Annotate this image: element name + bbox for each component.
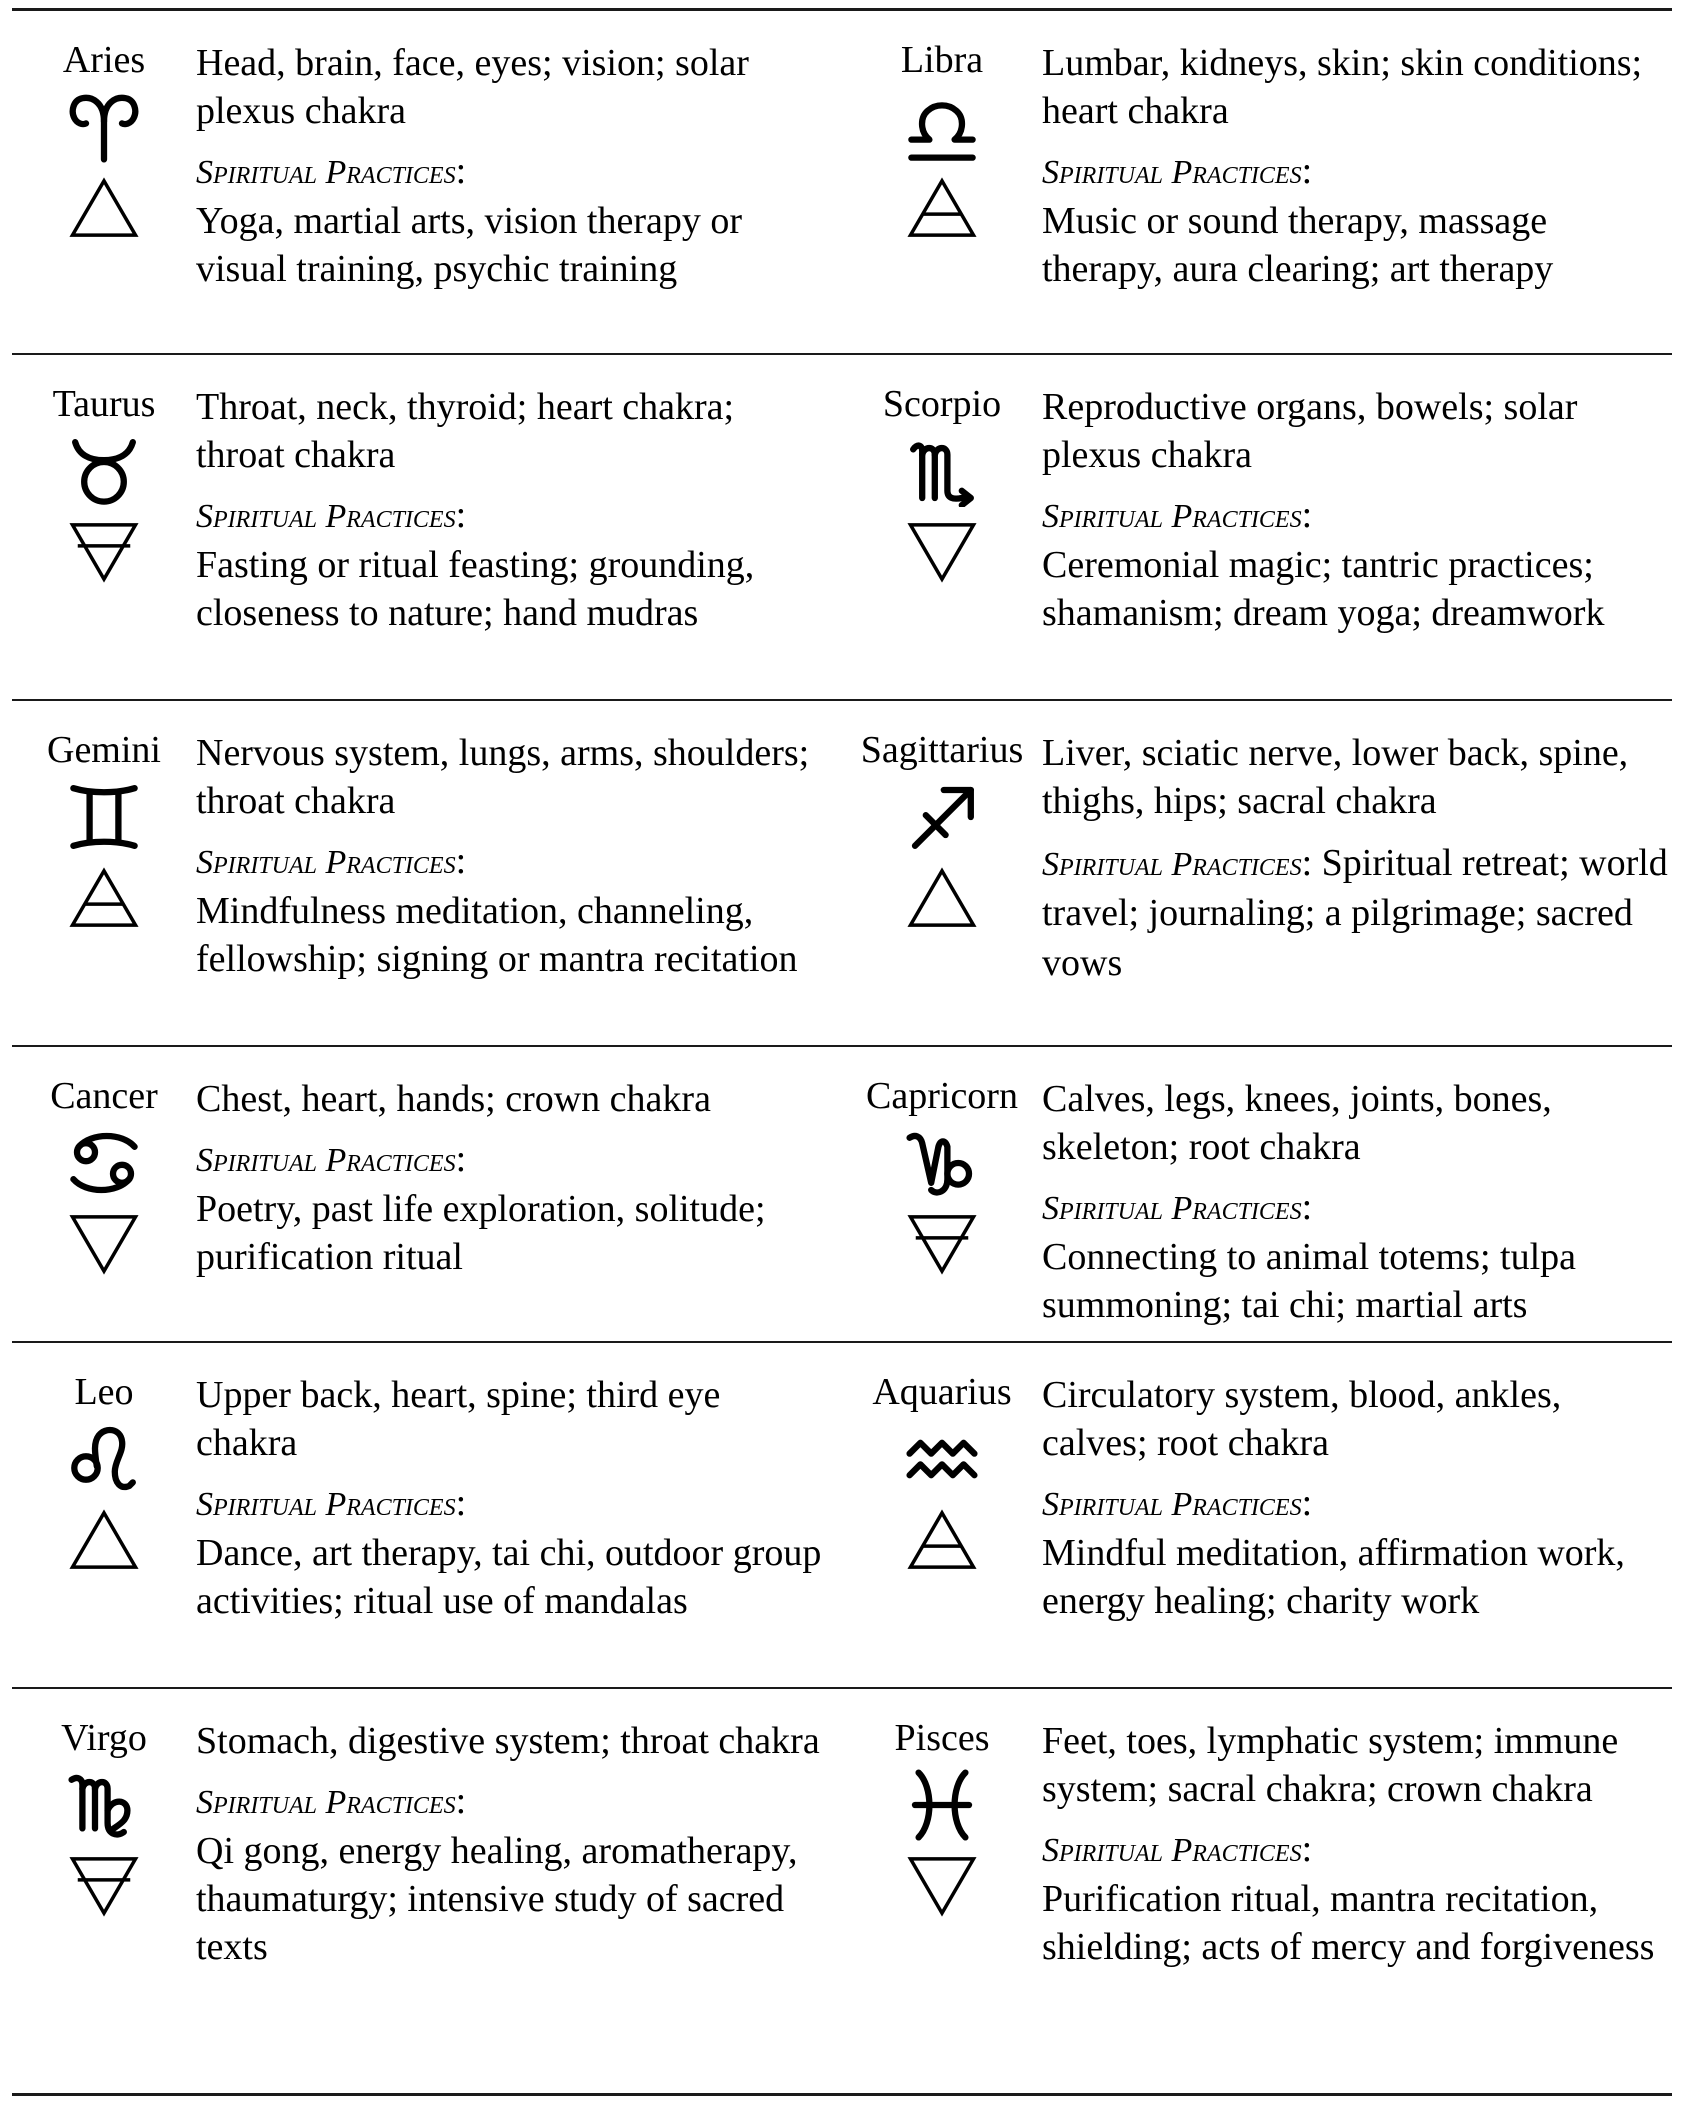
water-triangle-icon [69, 1213, 139, 1275]
sign-column [12, 39, 196, 353]
body-associations: Liver, sciatic nerve, lower back, spine, thighs, hips; sacral chakra [1042, 732, 1629, 822]
spiritual-practices-text: Connecting to animal totems; tulpa summoning; tai chi; martial arts [1042, 1236, 1577, 1326]
spiritual-practices-text: Mindfulness meditation, channeling, fellowship; signing or mantra recitation [196, 890, 798, 980]
sign-column [12, 729, 196, 1045]
table-row [12, 701, 1672, 1047]
spiritual-practices-label: Spiritual Practices [1042, 1832, 1302, 1869]
spiritual-practices-text: Qi gong, energy healing, aromatherapy, thaumaturgy; intensive study of sacred texts [196, 1830, 798, 1968]
sign-name: Capricorn [866, 1075, 1018, 1117]
sign-column [842, 1717, 1042, 2093]
spiritual-practices-text: Music or sound therapy, massage therapy, aura clearing; art therapy [1042, 200, 1554, 290]
fire-triangle-icon [69, 1509, 139, 1571]
water-triangle-icon [907, 1855, 977, 1917]
spiritual-practices-label: Spiritual Practices [196, 154, 456, 191]
spiritual-practices-label: Spiritual Practices [196, 1784, 456, 1821]
spiritual-practices-text: Purification ritual, mantra recitation, shielding; acts of mercy and forgiveness [1042, 1878, 1655, 1968]
sign-entry [842, 701, 1672, 1045]
spiritual-practices-text: Dance, art therapy, tai chi, outdoor group activities; ritual use of mandalas [196, 1532, 822, 1622]
air-triangle-icon [907, 177, 977, 239]
libra-symbol-icon [906, 91, 978, 163]
sign-column [12, 1075, 196, 1341]
sign-column [12, 1717, 196, 2093]
description-column [1042, 39, 1672, 353]
spiritual-practices-text: Fasting or ritual feasting; grounding, closeness to nature; hand mudras [196, 544, 755, 634]
sign-name: Sagittarius [860, 729, 1024, 771]
sign-column [842, 383, 1042, 699]
body-associations: Head, brain, face, eyes; vision; solar plexus chakra [196, 42, 749, 132]
description-column [196, 1075, 834, 1341]
spiritual-practices-label: Spiritual Practices [196, 1142, 456, 1179]
sign-name: Pisces [894, 1717, 990, 1759]
sign-entry [12, 1343, 842, 1687]
sign-name: Gemini [47, 729, 161, 771]
sign-column [842, 1075, 1042, 1341]
sign-entry [12, 1047, 842, 1341]
sign-entry [842, 1047, 1672, 1341]
sign-entry [842, 11, 1672, 353]
virgo-symbol-icon [68, 1769, 140, 1841]
aries-symbol-icon [68, 91, 140, 163]
sign-entry [842, 1689, 1672, 2093]
gemini-symbol-icon [68, 781, 140, 853]
scorpio-symbol-icon [906, 435, 978, 507]
spiritual-practices-label: Spiritual Practices [1042, 1190, 1302, 1227]
spiritual-practices-heading: Spiritual Practices: [196, 840, 467, 882]
sign-column [12, 383, 196, 699]
spiritual-practices-heading: Spiritual Practices: [196, 1482, 467, 1524]
sign-column [842, 729, 1042, 1045]
sign-name: Aries [62, 39, 146, 81]
capricorn-symbol-icon [906, 1127, 978, 1199]
sign-name: Libra [900, 39, 984, 81]
sign-entry [12, 1689, 842, 2093]
spiritual-practices-text: Poetry, past life exploration, solitude; purification ritual [196, 1188, 766, 1278]
sign-column [842, 1371, 1042, 1687]
body-associations: Circulatory system, blood, ankles, calves; root chakra [1042, 1374, 1562, 1464]
sign-entry [12, 11, 842, 353]
aquarius-symbol-icon [906, 1423, 978, 1495]
sign-entry [12, 355, 842, 699]
description-column [1042, 1717, 1672, 2093]
air-triangle-icon [69, 867, 139, 929]
taurus-symbol-icon [68, 435, 140, 507]
sign-name: Leo [74, 1371, 134, 1413]
spiritual-practices-heading: Spiritual Practices: [196, 150, 467, 192]
earth-triangle-icon [69, 1855, 139, 1917]
sign-entry [12, 701, 842, 1045]
spiritual-practices-label: Spiritual Practices [196, 844, 456, 881]
sign-column [12, 1371, 196, 1687]
description-column [196, 729, 834, 1045]
spiritual-practices-label: Spiritual Practices [196, 498, 456, 535]
cancer-symbol-icon [68, 1127, 140, 1199]
spiritual-practices-text: Ceremonial magic; tantric practices; shamanism; dream yoga; dreamwork [1042, 544, 1605, 634]
description-column [1042, 383, 1672, 699]
sign-entry [842, 355, 1672, 699]
sign-name: Aquarius [872, 1371, 1012, 1413]
sign-name: Taurus [52, 383, 156, 425]
description-column [1042, 1371, 1672, 1687]
description-column [1042, 1075, 1672, 1341]
description-column [196, 1717, 834, 2093]
body-associations: Lumbar, kidneys, skin; skin conditions; heart chakra [1042, 42, 1643, 132]
spiritual-practices-text: Mindful meditation, affirmation work, energy healing; charity work [1042, 1532, 1625, 1622]
earth-triangle-icon [69, 521, 139, 583]
spiritual-practices-heading: Spiritual Practices: Spiritual retreat; world travel; journaling; a pilgrimage; sacred vows [1042, 842, 1668, 984]
spiritual-practices-label: Spiritual Practices [1042, 498, 1302, 535]
spiritual-practices-text: Spiritual retreat; world travel; journaling; a pilgrimage; sacred vows [1042, 842, 1668, 984]
table-row [12, 1343, 1672, 1689]
spiritual-practices-heading: Spiritual Practices: [1042, 1482, 1313, 1524]
air-triangle-icon [907, 1509, 977, 1571]
spiritual-practices-heading: Spiritual Practices: [1042, 1828, 1313, 1870]
description-column [1042, 729, 1672, 1045]
zodiac-table [12, 8, 1672, 2096]
spiritual-practices-label: Spiritual Practices [1042, 154, 1302, 191]
spiritual-practices-label: Spiritual Practices [1042, 846, 1302, 883]
body-associations: Calves, legs, knees, joints, bones, skeleton; root chakra [1042, 1078, 1552, 1168]
spiritual-practices-label: Spiritual Practices [196, 1486, 456, 1523]
sign-entry [842, 1343, 1672, 1687]
sign-name: Virgo [61, 1717, 147, 1759]
spiritual-practices-heading: Spiritual Practices: [196, 494, 467, 536]
sign-name: Cancer [50, 1075, 158, 1117]
sign-name: Scorpio [882, 383, 1002, 425]
description-column [196, 1371, 834, 1687]
body-associations: Throat, neck, thyroid; heart chakra; throat chakra [196, 386, 735, 476]
water-triangle-icon [907, 521, 977, 583]
table-row [12, 355, 1672, 701]
spiritual-practices-text: Yoga, martial arts, vision therapy or visual training, psychic training [196, 200, 742, 290]
body-associations: Stomach, digestive system; throat chakra [196, 1720, 820, 1762]
pisces-symbol-icon [906, 1769, 978, 1841]
body-associations: Nervous system, lungs, arms, shoulders; throat chakra [196, 732, 810, 822]
body-associations: Feet, toes, lymphatic system; immune system; sacral chakra; crown chakra [1042, 1720, 1619, 1810]
leo-symbol-icon [68, 1423, 140, 1495]
table-row [12, 1689, 1672, 2093]
earth-triangle-icon [907, 1213, 977, 1275]
spiritual-practices-heading: Spiritual Practices: [1042, 150, 1313, 192]
spiritual-practices-heading: Spiritual Practices: [196, 1780, 467, 1822]
spiritual-practices-heading: Spiritual Practices: [196, 1138, 467, 1180]
description-column [196, 383, 834, 699]
table-row [12, 11, 1672, 355]
description-column [196, 39, 834, 353]
fire-triangle-icon [907, 867, 977, 929]
spiritual-practices-heading: Spiritual Practices: [1042, 494, 1313, 536]
sign-column [842, 39, 1042, 353]
fire-triangle-icon [69, 177, 139, 239]
table-row [12, 1047, 1672, 1343]
spiritual-practices-heading: Spiritual Practices: [1042, 1186, 1313, 1228]
body-associations: Upper back, heart, spine; third eye chakra [196, 1374, 721, 1464]
spiritual-practices-label: Spiritual Practices [1042, 1486, 1302, 1523]
body-associations: Reproductive organs, bowels; solar plexus chakra [1042, 386, 1578, 476]
sagittarius-symbol-icon [906, 781, 978, 853]
body-associations: Chest, heart, hands; crown chakra [196, 1078, 711, 1120]
